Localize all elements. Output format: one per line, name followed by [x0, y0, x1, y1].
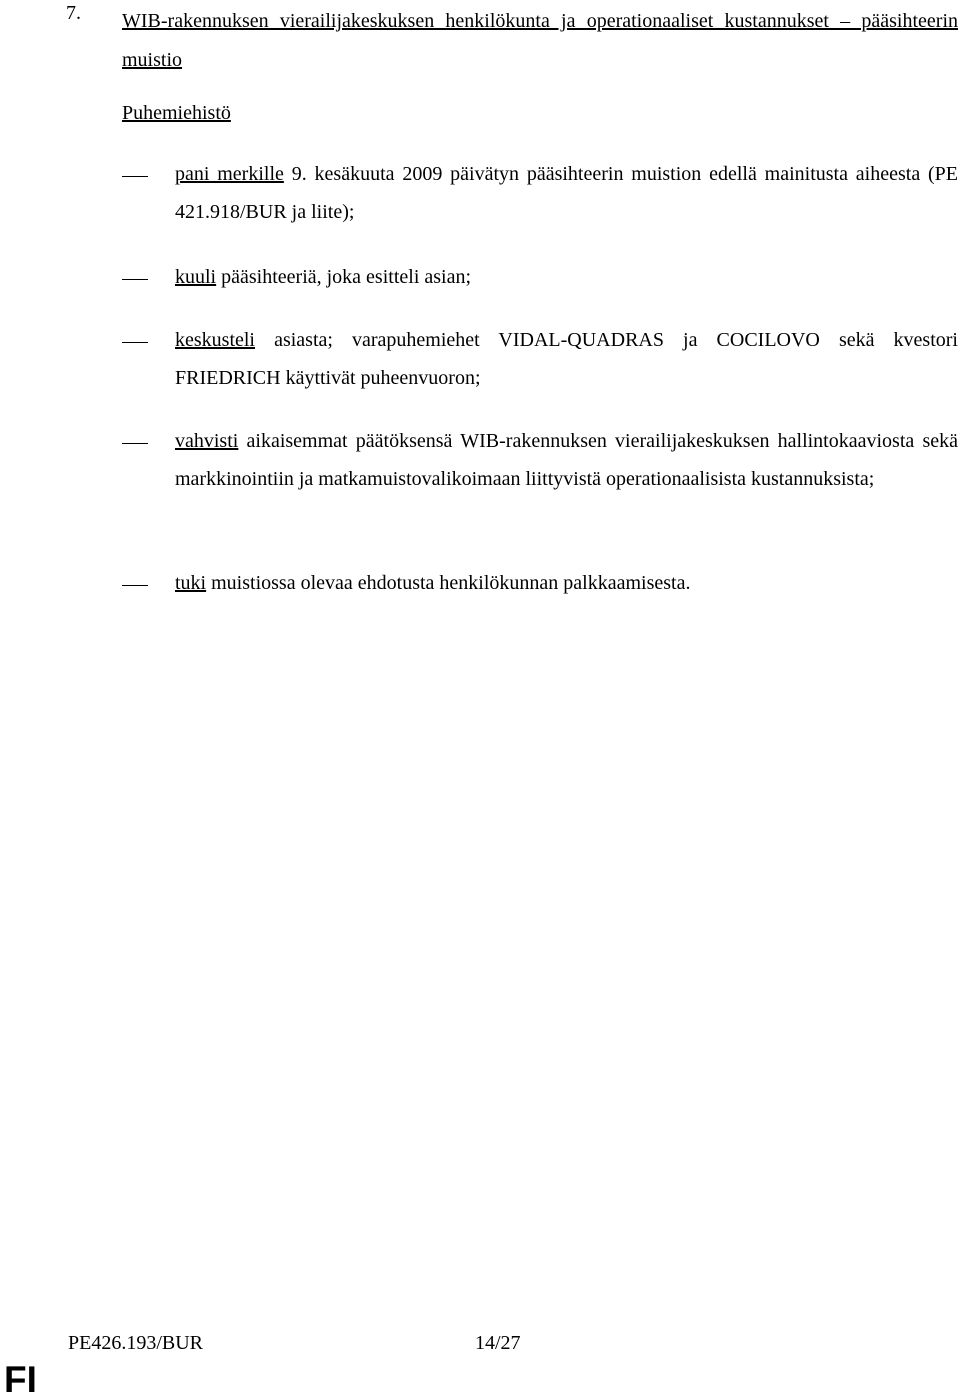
footer-language-code: FI — [4, 1359, 37, 1400]
item-body: muistiossa olevaa ehdotusta henkilökunnan palkkaamisesta. — [206, 572, 691, 594]
item-verb: tuki — [175, 572, 207, 594]
item-verb: kuuli — [175, 266, 217, 288]
item-body: 9. kesäkuuta 2009 päivätyn pääsihteerin muistion edellä mainitusta aiheesta (PE 421.918/BUR ja liite); — [175, 163, 959, 223]
item-text — [175, 155, 958, 231]
item-text — [175, 258, 958, 296]
footer-page-number: 14/27 — [475, 1332, 521, 1354]
item-text — [175, 422, 958, 498]
dash-bullet — [122, 342, 148, 343]
dash-bullet — [122, 585, 148, 586]
dash-bullet — [122, 443, 148, 444]
dash-bullet — [122, 279, 148, 280]
item-body: aikaisemmat päätöksensä WIB-rakennuksen vierailijakeskuksen hallintokaaviosta sekä markkinointiin ja matkamuistovalikoimaan liittyvistä operationaalisista kustannuksista; — [175, 430, 958, 490]
item-body: pääsihteeriä, joka esitteli asian; — [216, 266, 472, 288]
item-verb: keskusteli — [175, 329, 255, 351]
dash-bullet — [122, 176, 148, 177]
item-body: asiasta; varapuhemiehet VIDAL-QUADRAS ja COCILOVO sekä kvestori FRIEDRICH käyttivät puheenvuoron; — [175, 329, 958, 389]
item-verb: vahvisti — [175, 430, 239, 452]
body-heading: Puhemiehistö — [122, 102, 231, 124]
item-text — [175, 564, 958, 602]
item-verb: pani merkille — [175, 163, 284, 185]
section-title: WIB-rakennuksen vierailijakeskuksen henkilökunta ja operationaaliset kustannukset – pääsihteerin muistio — [122, 10, 958, 71]
section-number: 7. — [66, 2, 81, 24]
item-text — [175, 321, 958, 397]
footer-doc-ref: PE426.193/BUR — [68, 1332, 204, 1354]
